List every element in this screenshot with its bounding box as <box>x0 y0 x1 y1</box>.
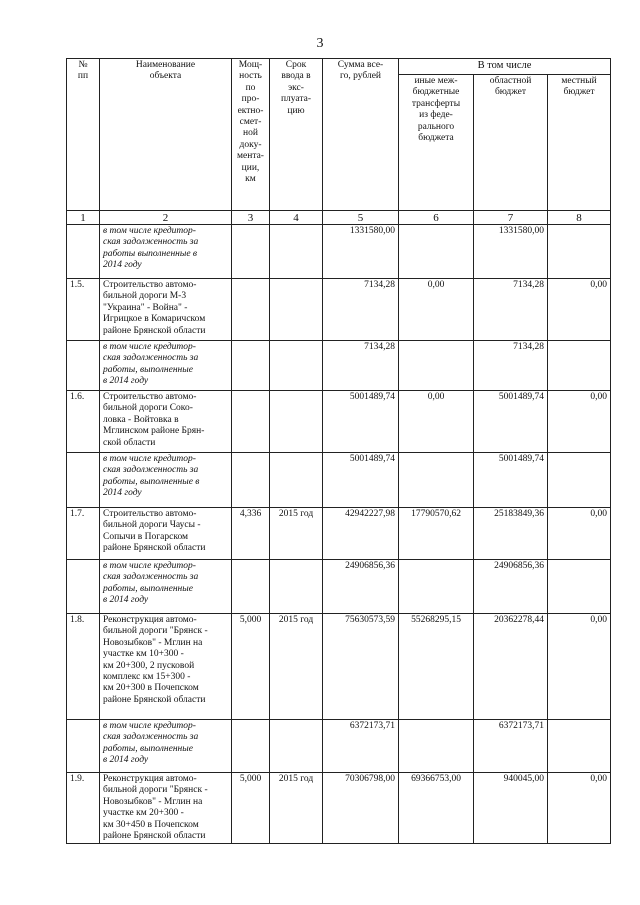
term-cell <box>270 560 323 614</box>
federal-cell <box>399 453 474 508</box>
total-cell: 75630573,59 <box>323 614 399 720</box>
object-name-line: 2014 году <box>103 260 142 271</box>
term-cell <box>270 453 323 508</box>
object-name <box>100 279 232 341</box>
regional-cell: 5001489,74 <box>474 391 548 453</box>
column-number: 1 <box>67 211 100 225</box>
federal-cell <box>399 225 474 279</box>
column-number: 2 <box>100 211 232 225</box>
page-number: 3 <box>316 36 324 51</box>
local-cell: 0,00 <box>548 614 611 720</box>
total-cell: 42942227,98 <box>323 508 399 560</box>
row-number: 1.5. <box>67 279 100 341</box>
header-term <box>270 59 323 211</box>
total-cell: 5001489,74 <box>323 391 399 453</box>
capacity-cell: 5,000 <box>232 773 270 844</box>
row-number: 1.6. <box>67 391 100 453</box>
header-total <box>323 59 399 211</box>
header-line: ции, <box>241 162 260 173</box>
table-subrow <box>67 225 611 279</box>
object-name-line: районе Брянской области <box>103 694 206 705</box>
header-including: В том числе <box>399 59 611 75</box>
object-name-line: бильной дороги М-3 <box>103 291 187 302</box>
regional-cell: 6372173,71 <box>474 720 548 773</box>
capacity-cell <box>232 453 270 508</box>
local-cell: 0,00 <box>548 391 611 453</box>
header-line: го, рублей <box>339 71 382 82</box>
header-line: рального <box>417 121 455 132</box>
object-name <box>100 225 232 279</box>
header-regional <box>474 75 548 211</box>
row-number: 1.7. <box>67 508 100 560</box>
header-line: км <box>245 174 256 185</box>
term-cell: 2015 год <box>270 508 323 560</box>
header-line: цию <box>287 105 305 116</box>
regional-cell: 940045,00 <box>474 773 548 844</box>
object-name-line: бильной дороги Соко- <box>103 403 193 414</box>
object-name-line: Сопычи в Погарском <box>103 531 189 542</box>
total-cell: 7134,28 <box>323 279 399 341</box>
object-name-line: бильной дороги "Брянск - <box>103 785 208 796</box>
capacity-cell <box>232 391 270 453</box>
column-number: 8 <box>548 211 611 225</box>
object-name-line: ская задолженность за <box>103 465 199 476</box>
capacity-cell <box>232 341 270 391</box>
header-line: мента- <box>237 151 264 162</box>
object-name <box>100 341 232 391</box>
object-name-line: Мглинском районе Брян- <box>103 426 205 437</box>
local-cell: 0,00 <box>548 508 611 560</box>
object-name-line: в том числе кредитор- <box>103 226 196 236</box>
header-num <box>67 59 100 211</box>
header-line: Наименование <box>135 60 196 70</box>
term-cell <box>270 225 323 279</box>
federal-cell: 55268295,15 <box>399 614 474 720</box>
header-line: местный <box>561 76 597 86</box>
object-name <box>100 391 232 453</box>
header-line: бюджет <box>494 87 527 98</box>
header-line: бюджета <box>418 133 454 144</box>
table-subrow <box>67 341 611 391</box>
total-cell: 5001489,74 <box>323 453 399 508</box>
regional-cell: 20362278,44 <box>474 614 548 720</box>
object-name-line: в том числе кредитор- <box>103 561 196 571</box>
column-number: 5 <box>323 211 399 225</box>
federal-cell <box>399 720 474 773</box>
header-line: № <box>78 60 88 70</box>
regional-cell: 25183849,36 <box>474 508 548 560</box>
header-line: смет- <box>239 117 262 128</box>
object-name <box>100 720 232 773</box>
regional-cell: 7134,28 <box>474 341 548 391</box>
object-name-line: Строительство автомо- <box>103 280 197 290</box>
object-name-line: ская задолженность за <box>103 732 199 743</box>
object-name-line: районе Брянской области <box>103 325 206 336</box>
term-cell <box>270 279 323 341</box>
row-number <box>67 225 100 279</box>
regional-cell: 7134,28 <box>474 279 548 341</box>
object-name-line: в том числе кредитор- <box>103 721 196 731</box>
object-name-line: в 2014 году <box>103 755 149 766</box>
table-row <box>67 614 611 720</box>
table-subrow <box>67 453 611 508</box>
object-name-line: комплекс км 15+300 - <box>103 672 191 683</box>
header-line: областной <box>489 76 532 86</box>
header-line: экс- <box>288 82 304 93</box>
object-name-line: ловка - Войтовка в <box>103 414 179 425</box>
term-cell: 2015 год <box>270 773 323 844</box>
row-number: 1.9. <box>67 773 100 844</box>
header-line: бюджетные <box>412 87 460 98</box>
table-row <box>67 773 611 844</box>
federal-cell <box>399 341 474 391</box>
local-cell <box>548 560 611 614</box>
capacity-cell <box>232 225 270 279</box>
federal-cell: 0,00 <box>399 391 474 453</box>
object-name-line: бильной дороги Чаусы - <box>103 520 201 531</box>
column-number: 4 <box>270 211 323 225</box>
term-cell: 2015 год <box>270 614 323 720</box>
table-row <box>67 279 611 341</box>
header-line: про- <box>241 94 260 105</box>
object-name-line: работы, выполненные <box>103 743 193 754</box>
object-name-line: районе Брянской области <box>103 831 206 842</box>
object-name-line: Строительство автомо- <box>103 392 197 402</box>
local-cell <box>548 341 611 391</box>
row-number <box>67 341 100 391</box>
object-name-line: ская задолженность за <box>103 572 199 583</box>
object-name-line: ская задолженность за <box>103 237 199 248</box>
total-cell: 6372173,71 <box>323 720 399 773</box>
federal-cell: 17790570,62 <box>399 508 474 560</box>
header-line: из феде- <box>419 110 453 121</box>
column-number: 7 <box>474 211 548 225</box>
total-cell: 7134,28 <box>323 341 399 391</box>
row-number: 1.8. <box>67 614 100 720</box>
header-local <box>548 75 611 211</box>
federal-cell: 0,00 <box>399 279 474 341</box>
object-name-line: в том числе кредитор- <box>103 454 196 464</box>
capacity-cell <box>232 560 270 614</box>
object-name-line: участке км 10+300 - <box>103 649 184 660</box>
object-name <box>100 560 232 614</box>
header-capacity <box>232 59 270 211</box>
object-name <box>100 453 232 508</box>
object-name-line: участке км 20+300 - <box>103 808 184 819</box>
capacity-cell <box>232 720 270 773</box>
capacity-cell: 5,000 <box>232 614 270 720</box>
object-name-line: бильной дороги "Брянск - <box>103 626 208 637</box>
header-federal <box>399 75 474 211</box>
total-cell: 24906856,36 <box>323 560 399 614</box>
object-name-line: работы, выполненные <box>103 583 193 594</box>
regional-cell: 1331580,00 <box>474 225 548 279</box>
object-name-line: Новозыбков" - Мглин на <box>103 796 203 807</box>
object-name-line: в 2014 году <box>103 595 149 606</box>
total-cell: 1331580,00 <box>323 225 399 279</box>
object-name-line: в 2014 году <box>103 376 149 387</box>
object-name-line: 2014 году <box>103 488 142 499</box>
header-line: по <box>245 82 256 93</box>
object-name-line: км 20+300, 2 пусковой <box>103 660 195 671</box>
object-name-line: в том числе кредитор- <box>103 342 196 352</box>
local-cell: 0,00 <box>548 279 611 341</box>
header-name <box>100 59 232 211</box>
regional-cell: 5001489,74 <box>474 453 548 508</box>
header-line: доку- <box>239 139 262 150</box>
header-line: плуата- <box>280 94 312 105</box>
federal-cell: 69366753,00 <box>399 773 474 844</box>
local-cell <box>548 453 611 508</box>
row-number <box>67 453 100 508</box>
column-numbers-row <box>67 211 611 225</box>
object-name-line: работы, выполненные в <box>103 476 200 487</box>
row-number <box>67 560 100 614</box>
local-cell <box>548 225 611 279</box>
table-subrow <box>67 720 611 773</box>
table-row <box>67 391 611 453</box>
header-line: трансферты <box>411 98 461 109</box>
object-name-line: "Украина" - Война" - <box>103 302 188 313</box>
object-name-line: км 20+300 в Почепском <box>103 683 199 694</box>
object-name <box>100 773 232 844</box>
regional-cell: 24906856,36 <box>474 560 548 614</box>
local-cell: 0,00 <box>548 773 611 844</box>
object-name-line: км 30+450 в Почепском <box>103 819 199 830</box>
object-name-line: районе Брянской области <box>103 543 206 554</box>
header-line: ввода в <box>281 71 311 82</box>
header-line: ектно- <box>237 105 264 116</box>
budget-table <box>66 58 611 844</box>
header-line: Сумма все- <box>337 60 384 70</box>
object-name-line: ской области <box>103 437 156 448</box>
object-name-line: работы выполненные в <box>103 248 198 259</box>
header-line: бюджет <box>563 87 595 98</box>
term-cell <box>270 391 323 453</box>
term-cell <box>270 341 323 391</box>
header-line: иные меж- <box>414 76 458 86</box>
object-name-line: Игрицкое в Комаричском <box>103 314 206 325</box>
object-name <box>100 614 232 720</box>
object-name-line: работы, выполненные <box>103 364 193 375</box>
header-line: объекта <box>149 71 182 82</box>
object-name-line: Реконструкция автомо- <box>103 615 197 625</box>
term-cell <box>270 720 323 773</box>
header-line: ной <box>243 128 258 139</box>
local-cell <box>548 720 611 773</box>
capacity-cell <box>232 279 270 341</box>
object-name <box>100 508 232 560</box>
row-number <box>67 720 100 773</box>
table-row <box>67 508 611 560</box>
total-cell: 70306798,00 <box>323 773 399 844</box>
federal-cell <box>399 560 474 614</box>
object-name-line: ская задолженность за <box>103 353 199 364</box>
object-name-line: Строительство автомо- <box>103 509 197 519</box>
header-line: Срок <box>285 60 307 70</box>
header-line: пп <box>77 71 89 82</box>
object-name-line: Новозыбков" - Мглин на <box>103 637 203 648</box>
header-line: Мощ- <box>238 60 263 70</box>
table-subrow <box>67 560 611 614</box>
column-number: 6 <box>399 211 474 225</box>
object-name-line: Реконструкция автомо- <box>103 774 197 784</box>
header-line: ность <box>239 71 262 82</box>
capacity-cell: 4,336 <box>232 508 270 560</box>
column-number: 3 <box>232 211 270 225</box>
